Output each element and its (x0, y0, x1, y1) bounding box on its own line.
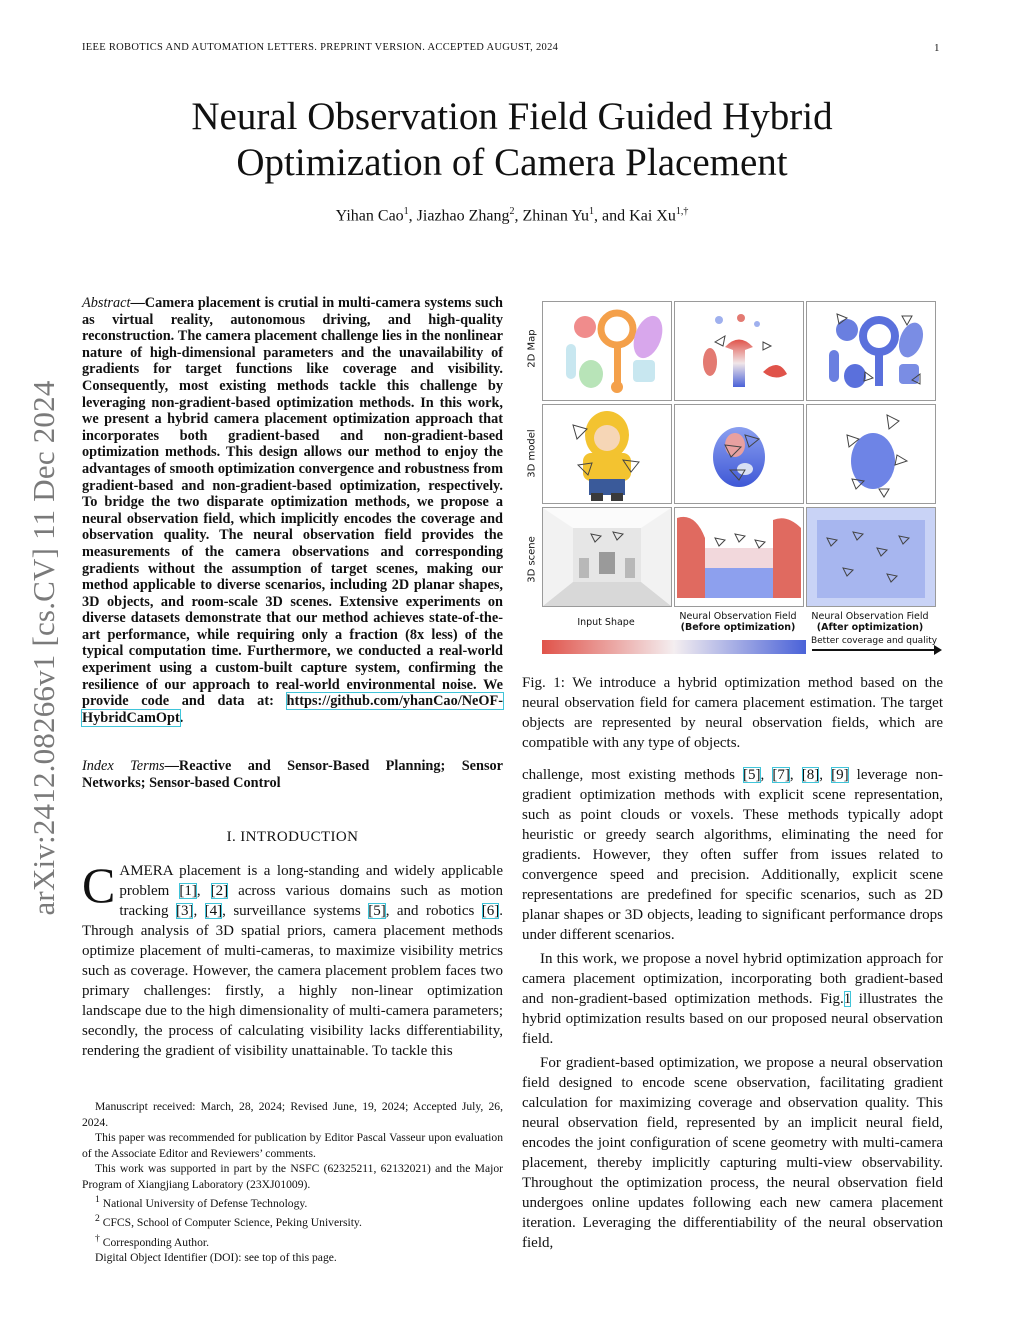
drop-cap: C (82, 857, 116, 913)
panel-3d-scene-after (806, 507, 936, 607)
separator: , (408, 207, 417, 225)
citation-link[interactable]: [2] (210, 883, 229, 899)
title-line-2: Optimization of Camera Placement (236, 141, 788, 184)
author-name: Kai Xu (629, 207, 676, 225)
abstract-text: —Camera placement is crutial in multi-camera systems such as virtual reality, autonomous driving, and high-quality reconstruction. The camera placement challenge lies in the nonlinear nature of high-dimensional parameters and the unavailability of gradients for target functions like coverage and visibility. Consequently, most existing methods tackle this challenge by leveraging non-gradient-based optimization methods. In this work, we present a hybrid camera placement optimization approach that incorporates both gradient-based and non-gradient-based optimization methods. This design allows our method to enjoy the advantages of smooth optimization convergence and robustness from gradient-based and non-gradient-based optimization, respectively. To bridge the two disparate optimization methods, we propose a neural observation field, which implicitly encodes the coverage and observation quality. The neural observation field provides the measurements of the camera observations and corresponding gradients without the assumption of target scenes, making our method applicable to diverse scenarios, including 2D planar shapes, 3D objects, and room-scale 3D scenes. Extensive experiments on diverse datasets demonstrate that our method achieves state-of-the-art performance, while requiring only a fraction (8x less) of the typical computation time. Furthermore, we conducted a real-world experiment using a custom-built capture system, confirming the resilience of our approach to real-world environmental noise. We provide code and data at: (82, 295, 503, 710)
footnote: Manuscript received: March, 28, 2024; Revised June, 19, 2024; Accepted July, 26, 2024. (82, 1100, 503, 1129)
footnote-text: National University of Defense Technology. (102, 1196, 308, 1210)
citation-link[interactable]: [6] (481, 903, 500, 919)
footnote: This work was supported in part by the NSFC (62325211, 62132021) and the Major Program of Xiangjiang Laboratory (23XJ01009). (82, 1162, 503, 1191)
separator: , and (594, 207, 630, 225)
citation-link[interactable]: [1] (179, 883, 197, 899)
row-label-3d-model: 3D model (526, 429, 538, 478)
row-label-2d-map: 2D Map (526, 329, 538, 368)
panel-2d-after (806, 301, 936, 401)
panel-3d-model-before (674, 404, 804, 504)
col-label-line: Neural Observation Field (679, 611, 797, 622)
figure-link[interactable]: 1 (843, 991, 852, 1007)
col-label-line: (After optimization) (816, 622, 924, 633)
body-paragraph (522, 949, 943, 1049)
col-label-line: (Before optimization) (680, 622, 796, 633)
body-paragraph: For gradient-based optimization, we propose a neural observation field designed to encode scene observation, facilitating gradient calculation for maximizing coverage and observation quality. This neural observation field, represented by an implicit neural field, encodes the joint configuration of scene geometry with multi-camera placement, thereby implicitly capturing multi-view observability. Throughout the optimization process, the neural observation field undergoes online updates following each new camera placement iteration. Leveraging the differentiability of the neural observation field, (522, 1055, 943, 1251)
abstract-lead: Abstract (82, 295, 131, 311)
text-run: , (819, 767, 832, 783)
citation-link[interactable]: [5] (743, 767, 761, 783)
citation-link[interactable]: [4] (204, 903, 223, 919)
author-list (82, 206, 942, 225)
footnote-mark: † (95, 1232, 100, 1244)
footnote-text: Corresponding Author. (102, 1235, 210, 1249)
text-run: illustrates the hybrid optimization results based on our proposed neural observation field. (522, 991, 943, 1047)
page-number: 1 (934, 42, 940, 54)
section-heading: I. INTRODUCTION (226, 829, 359, 845)
footnote-mark: 1 (95, 1194, 100, 1205)
title-line-1: Neural Observation Field Guided Hybrid (191, 95, 833, 138)
footnotes (82, 1099, 503, 1266)
code-link[interactable]: https://github.com/yhanCao/NeOF-HybridCamOpt (82, 693, 503, 726)
arxiv-stamp: arXiv:2412.08266v1 [cs.CV] 11 Dec 2024 (26, 380, 61, 916)
panel-3d-scene-before (674, 507, 804, 607)
text-run: , surveillance systems (222, 903, 369, 919)
body-paragraph (522, 765, 943, 945)
text-run: In this work, we propose a novel hybrid optimization approach for camera placement optimization, incorporating both gradient-based and non-gradient-based optimization methods. Fig. (522, 951, 943, 1007)
text-run: , (193, 903, 205, 919)
col-label-line: Neural Observation Field (811, 611, 929, 622)
col-label-before (670, 611, 806, 633)
citation-link[interactable]: [5] (368, 903, 386, 919)
row-label-3d-scene: 3D scene (526, 536, 538, 583)
running-header: IEEE ROBOTICS AND AUTOMATION LETTERS. PREPRINT VERSION. ACCEPTED AUGUST, 2024 (82, 42, 559, 53)
affiliation-mark: 1 (589, 206, 595, 217)
text-run: , and robotics (385, 903, 482, 919)
index-terms (82, 758, 503, 791)
text-run: leverage non-gradient optimization methods with explicit scene representation, such as point clouds or voxels. These methods typically adopt heuristic or greedy search algorithms, eliminating the need for gradients. However, they often suffer from issues related to convergence speed and precision. Additionally, explicit scene representations are predefined for specific scenarios, such as 2D planar shapes or 3D objects, leading to significant performance drops under different scenarios. (522, 767, 944, 943)
footnote: This paper was recommended for publication by Editor Pascal Vasseur upon evaluation of the Associate Editor and Reviewers’ comments. (82, 1131, 503, 1160)
footnote (82, 1211, 503, 1230)
separator: , (514, 207, 523, 225)
abstract (82, 295, 503, 726)
panel-3d-model-input (542, 404, 672, 504)
panel-2d-input (542, 301, 672, 401)
footnote-mark: 2 (95, 1213, 100, 1225)
footnote-text: CFCS, School of Computer Science, Peking University. (102, 1216, 362, 1230)
citation-link[interactable]: [8] (801, 767, 820, 783)
text-run: , (789, 767, 802, 783)
footnote (82, 1231, 503, 1250)
arrow-label: Better coverage and quality (810, 636, 938, 646)
author-name: Yihan Cao (335, 207, 404, 225)
citation-link[interactable]: [3] (175, 903, 194, 919)
author-name: Jiazhao Zhang (416, 207, 510, 225)
affiliation-mark: 2 (509, 206, 515, 217)
text-run: , (760, 767, 773, 783)
panel-2d-before (674, 301, 804, 401)
footnote (82, 1192, 503, 1211)
footnote: Digital Object Identifier (DOI): see top of this page. (95, 1251, 337, 1265)
text-run: AMERA placement is a long-standing and widely applicable problem (119, 863, 503, 899)
panel-3d-model-after (806, 404, 936, 504)
affiliation-mark: 1,† (675, 206, 689, 217)
abstract-end: . (179, 709, 184, 726)
paper-title (82, 94, 942, 186)
citation-link[interactable]: [7] (772, 767, 790, 783)
index-terms-text: —Reactive and Sensor-Based Planning; Sensor Networks; Sensor-based Control (82, 758, 503, 791)
text-run: . Through analysis of 3D spatial priors, camera placement methods optimize placement of multi-cameras, to maximize visibility metrics such as coverage. However, the camera placement problem faces two primary challenges: firstly, a highly non-linear optimization landscape due to the high dimensionality of multi-camera parameters; secondly, the process of calculating visibility lacks differentiability, rendering the gradient of visibility unattainable. To tackle this (82, 903, 504, 1059)
author-name: Zhinan Yu (522, 207, 590, 225)
figure-1 (522, 298, 942, 658)
intro-paragraph (82, 857, 504, 1061)
affiliation-mark: 1 (403, 206, 409, 217)
figure-caption: Fig. 1: We introduce a hybrid optimization method based on the neural observation field for camera placement estimation. The target objects are represented by neural observation fields, which are compatible with any type of objects. (522, 675, 943, 751)
citation-link[interactable]: [9] (831, 767, 849, 783)
col-label-input: Input Shape (577, 617, 635, 628)
col-label-after (802, 611, 938, 633)
panel-3d-scene-input (542, 507, 672, 607)
text-run: across various domains such as motion tracking (119, 883, 504, 919)
text-run: , (196, 883, 211, 899)
index-terms-lead: Index Terms (82, 758, 165, 774)
text-run: challenge, most existing methods (522, 767, 744, 783)
